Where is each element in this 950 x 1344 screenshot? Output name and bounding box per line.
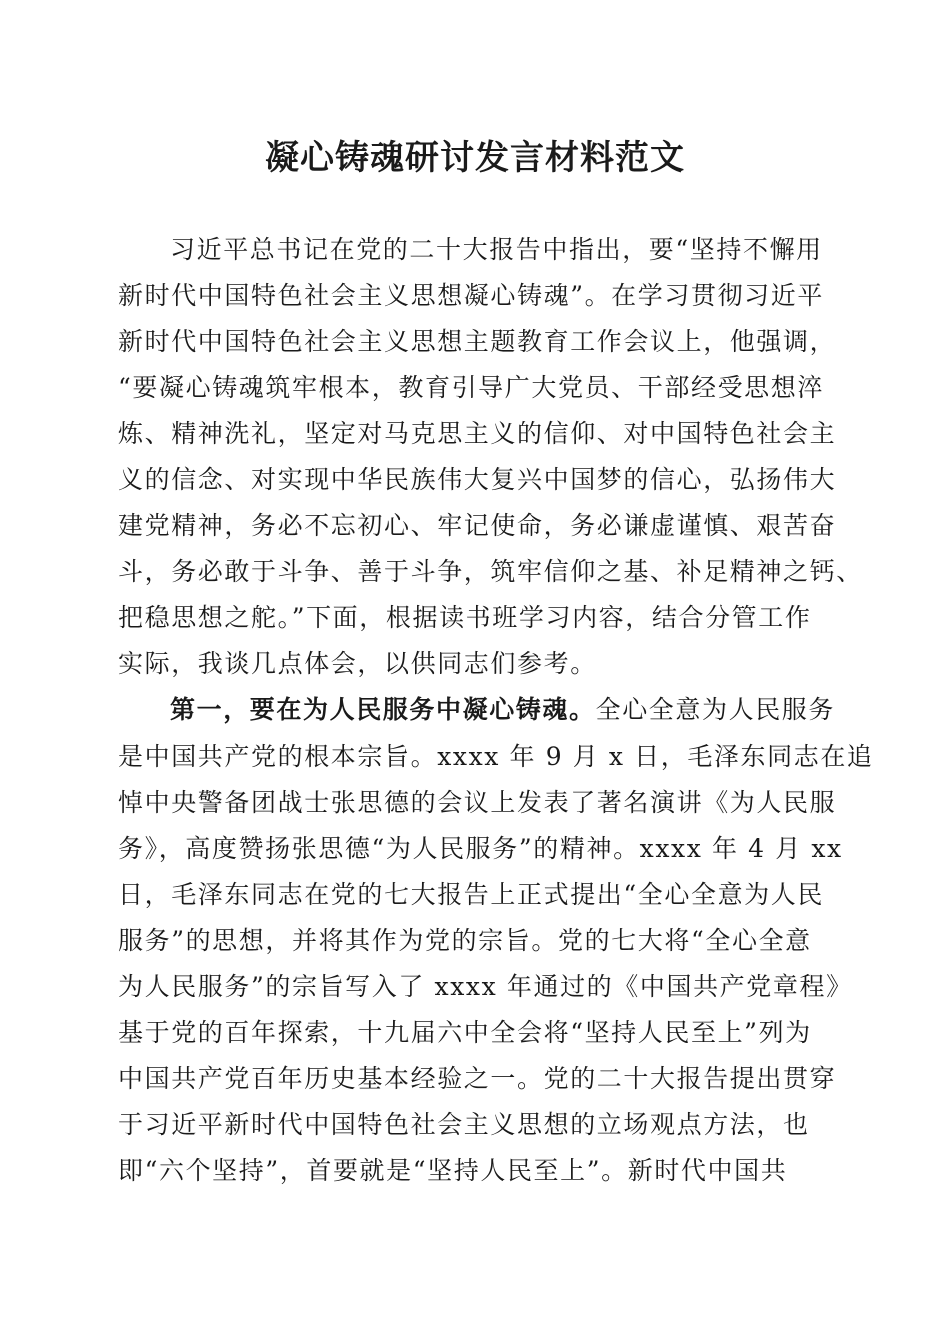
paragraph-2-line-2: 是中国共产党的根本宗旨。xxxx 年 9 月 x 日，毛泽东同志在追 (118, 741, 874, 771)
document-title: 凝心铸魂研讨发言材料范文 (265, 138, 685, 178)
paragraph-1-line-8: 斗，务必敢于斗争、善于斗争，筑牢信仰之基、补足精神之钙、 (118, 557, 863, 587)
paragraph-2-line-5: 日，毛泽东同志在党的七大报告上正式提出“全心全意为人民 (118, 879, 824, 909)
paragraph-2-line-3: 悼中央警备团战士张思德的会议上发表了著名演讲《为人民服 (118, 787, 837, 817)
paragraph-1-line-2: 新时代中国特色社会主义思想凝心铸魂”。在学习贯彻习近平 (118, 281, 824, 311)
document-body (118, 227, 874, 1194)
paragraph-2-line-6: 服务”的思想，并将其作为党的宗旨。党的七大将“全心全意 (118, 925, 812, 955)
paragraph-2-line-7: 为人民服务”的宗旨写入了 xxxx 年通过的《中国共产党章程》 (118, 971, 853, 1001)
paragraph-2-line-8: 基于党的百年探索，十九届六中全会将“坚持人民至上”列为 (118, 1017, 812, 1047)
paragraph-1-line-9: 把稳思想之舵。”下面，根据读书班学习内容，结合分管工作 (118, 603, 812, 633)
paragraph-1-line-4: “要凝心铸魂筑牢根本，教育引导广大党员、干部经受思想淬 (118, 373, 824, 403)
paragraph-1-line-3: 新时代中国特色社会主义思想主题教育工作会议上，他强调， (118, 327, 837, 357)
paragraph-1-line-1: 习近平总书记在党的二十大报告中指出，要“坚持不懈用 (170, 235, 823, 264)
paragraph-1-line-10: 实际，我谈几点体会，以供同志们参考。 (118, 649, 597, 679)
paragraph-2-line-10: 于习近平新时代中国特色社会主义思想的立场观点方法，也 (118, 1109, 810, 1139)
paragraph-2-line-1-text: 全心全意为人民服务 (595, 695, 836, 725)
section-heading: 第一，要在为人民服务中凝心铸魂。 (170, 695, 596, 725)
paragraph-2-line-9: 中国共产党百年历史基本经验之一。党的二十大报告提出贯穿 (118, 1063, 837, 1093)
paragraph-1-line-6: 义的信念、对实现中华民族伟大复兴中国梦的信心，弘扬伟大 (118, 465, 837, 495)
paragraph-2-line-1 (118, 687, 836, 733)
paragraph-1-line-5: 炼、精神洗礼，坚定对马克思主义的信仰、对中国特色社会主 (118, 419, 837, 449)
paragraph-2-line-4: 务》，高度赞扬张思德“为人民服务”的精神。xxxx 年 4 月 xx (118, 833, 843, 863)
paragraph-2-line-11: 即“六个坚持”，首要就是“坚持人民至上”。新时代中国共 (118, 1155, 788, 1185)
paragraph-1-line-7: 建党精神，务必不忘初心、牢记使命，务必谦虚谨慎、艰苦奋 (118, 511, 837, 541)
